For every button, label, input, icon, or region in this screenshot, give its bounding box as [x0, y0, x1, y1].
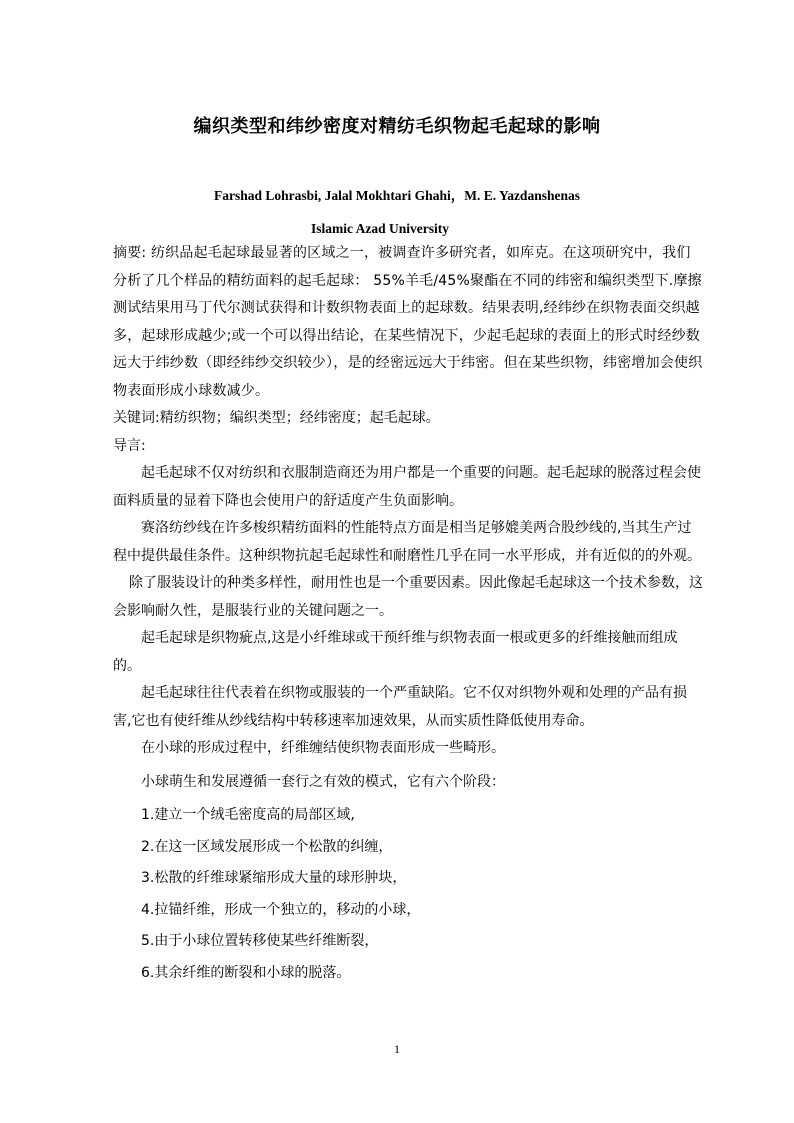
stage-list — [113, 802, 703, 987]
author-list: Farshad Lohrasbi, Jalal Mokhtari Ghahi，M. E. Yazdanshenas — [214, 188, 580, 203]
paragraph: 起毛起球是织物疵点,这是小纤维球或干预纤维与织物表面一根或更多的纤维接触而组成的。 — [113, 630, 678, 674]
intro-label: 导言: — [113, 437, 146, 454]
list-item: 1.建立一个绒毛密度高的局部区域, — [141, 807, 355, 823]
paragraph: 除了服装设计的种类多样性，耐用性也是一个重要因素。因此像起毛起球这一个技术参数，这会影响耐久性，是服装行业的关键问题之一。 — [113, 575, 703, 619]
list-item: 6.其余纤维的断裂和小球的脱落。 — [141, 964, 351, 981]
abstract-label: 摘要: — [113, 245, 147, 261]
keywords — [113, 405, 703, 433]
list-item: 3.松散的纤维球紧缩形成大量的球形肿块， — [141, 870, 407, 886]
paragraph: 在小球的形成过程中，纤维缠结使织物表面形成一些畸形。 — [141, 740, 505, 756]
page-number: 1 — [394, 1042, 400, 1056]
paragraph: 起毛起球不仅对纺织和衣服制造商还为用户都是一个重要的问题。起毛起球的脱落过程会使面料质量的显着下降也会使用户的舒适度产生负面影响。 — [113, 465, 701, 509]
paragraph: 赛洛纺纱线在许多梭织精纺面料的性能特点方面是相当足够媲美两合股纱线的,当其生产过程中提供最佳条件。这种织物抗起毛起球性和耐磨性几乎在同一水平形成，并有近似的的外观。 — [113, 520, 701, 564]
list-item: 4.拉锚纤维，形成一个独立的，移动的小球， — [141, 901, 421, 918]
paragraph: 小球萌生和发展遵循一套行之有效的模式，它有六个阶段： — [141, 773, 505, 790]
body-text — [113, 240, 703, 991]
abstract-text: 纺织品起毛起球最显著的区域之一，被调查许多研究者，如库克。在这项研究中，我们分析了几个样品的精纺面料的起毛起球： 55%羊毛/45%聚酯在不同的纬密和编织类型下.摩擦测试结果用马丁代尔测试获得和计数织物表面上的起球数。结果表明,经纬纱在织物表面交织越多，起球形成越少;或一个可以得出结论，在某些情况下，少起毛起球的表面上的形式时经纱数远大于纬纱数（即经纬纱交织较少），是的经密远远大于纬密。但在某些织物，纬密增加会使织物表面形成小球数减少。 — [113, 245, 703, 399]
abstract — [113, 240, 703, 405]
keywords-label: 关键词: — [113, 410, 160, 426]
list-item: 5.由于小球位置转移使某些纤维断裂， — [141, 933, 379, 949]
list-item: 2.在这一区域发展形成一个松散的纠缠， — [141, 838, 393, 855]
keywords-text: 精纺织物；编织类型；经纬密度；起毛起球。 — [159, 410, 440, 426]
paragraph: 起毛起球往往代表着在织物或服装的一个严重缺陷。它不仅对织物外观和处理的产品有损害,它也有使纤维从纱线结构中转移速率加速效果，从而实质性降低使用寿命。 — [113, 685, 687, 729]
paper-title: 编织类型和纬纱密度对精纺毛织物起毛起球的影响 — [193, 116, 601, 137]
affiliation: Islamic Azad University — [311, 221, 449, 236]
